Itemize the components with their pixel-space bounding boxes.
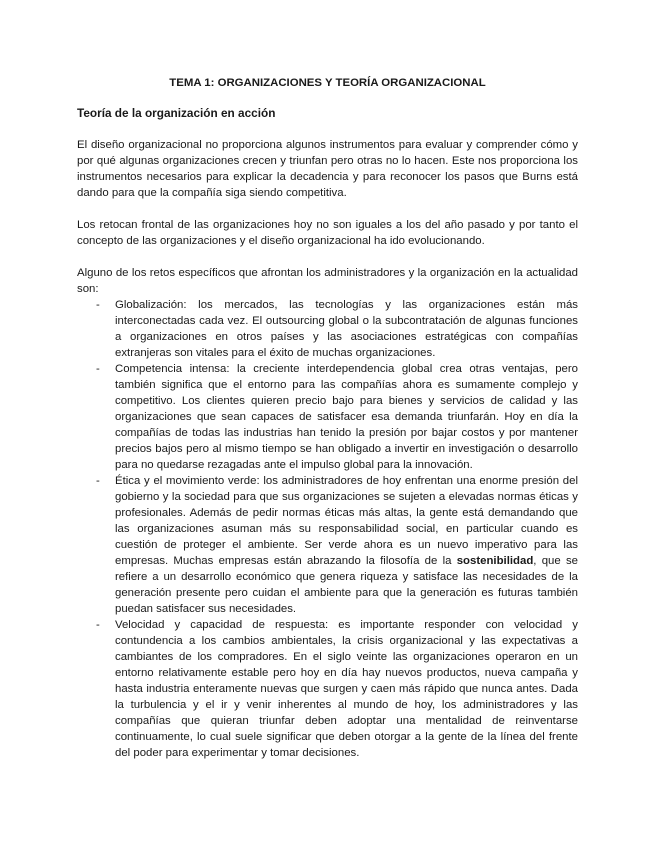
bullet-dash: - xyxy=(96,619,100,631)
paragraph-list-intro: Alguno de los retos específicos que afrontan los administradores y la organización en la actualidad son: xyxy=(77,267,578,295)
bullet-dash: - xyxy=(96,475,100,487)
challenges-list xyxy=(77,297,578,761)
section-heading: Teoría de la organización en acción xyxy=(77,106,276,120)
bold-term-sostenibilidad: sostenibilidad xyxy=(456,555,534,567)
list-item-text: Velocidad y capacidad de respuesta: es importante responder con velocidad y contundencia a los cambios ambientales, la crisis organizacional y las expectativas a cambiantes de los compradores. En el siglo veinte las organizaciones operaron en un entorno relativamente estable pero hoy en día hay nuevos productos, nueva campaña y hasta industria enteramente nuevas que surgen y caen más rápido que nunca antes. Dada la turbulencia y el ir y venir inherentes al mundo de hoy, los administradores y las compañías que quieran triunfar deben adoptar una mentalidad de reinventarse continuamente, lo cual suele significar que deben otorgar a la gente de la línea del frente del poder para experimentar y tomar decisiones. xyxy=(115,619,578,759)
document-page xyxy=(77,75,578,761)
list-item-text: Globalización: los mercados, las tecnologías y las organizaciones están más interconectadas cada vez. El outsourcing global o la subcontratación de algunas funciones a organizaciones en otros países y las asociaciones estratégicas con compañías extranjeras son vitales para el éxito de muchas organizaciones. xyxy=(115,299,578,359)
list-item-text: Competencia intensa: la creciente interdependencia global crea otras ventajas, pero también significa que el entorno para las compañías ahora es sumamente complejo y competitivo. Los clientes quieren precio bajo para bienes y servicios de calidad y las organizaciones que sean capaces de satisfacer esa demanda triunfarán. Hoy en día la compañías de todas las industrias han tenido la presión por bajar costos y por mantener precios bajos pero al mismo tiempo se han obligado a invertir en investigación o desarrollo para no quedarse rezagadas ante el impulso global para la innovación. xyxy=(115,363,578,471)
list-item-etica xyxy=(77,473,578,617)
list-item-competencia xyxy=(77,361,578,473)
list-item-text-after: , que se refiere a un desarrollo económico que genera riqueza y satisface las necesidades de la generación presente pero cuidan el ambiente para que la generación es futuras también puedan satisfacer sus necesidades. xyxy=(115,555,578,615)
bullet-dash: - xyxy=(96,299,100,311)
list-item-globalizacion xyxy=(77,297,578,361)
list-item-velocidad xyxy=(77,617,578,761)
bullet-dash: - xyxy=(96,363,100,375)
paragraph-intro-design: El diseño organizacional no proporciona algunos instrumentos para evaluar y comprender cómo y por qué algunas organizaciones crecen y triunfan pero otras no lo hacen. Este nos proporciona los instrumentos necesarios para explicar la decadencia y para reconocer los pasos que Burns está dando para que la compañía siga siendo competitiva. xyxy=(77,139,578,199)
paragraph-challenges: Los retocan frontal de las organizaciones hoy no son iguales a los del año pasado y por tanto el concepto de las organizaciones y el diseño organizacional ha ido evolucionando. xyxy=(77,219,578,247)
list-item-text-before: Ética y el movimiento verde: los administradores de hoy enfrentan una enorme presión del gobierno y la sociedad para que sus organizaciones se sujeten a elevadas normas éticas y profesionales. Además de pedir normas éticas más altas, la gente está demandando que las organizaciones asuman más su responsabilidad social, en particular cuando es cuestión de proteger el ambiente. Ser verde ahora es un nuevo imperativo para las empresas. Muchas empresas están abrazando la filosofía de la xyxy=(115,475,578,567)
document-title: TEMA 1: ORGANIZACIONES Y TEORÍA ORGANIZACIONAL xyxy=(169,77,486,89)
